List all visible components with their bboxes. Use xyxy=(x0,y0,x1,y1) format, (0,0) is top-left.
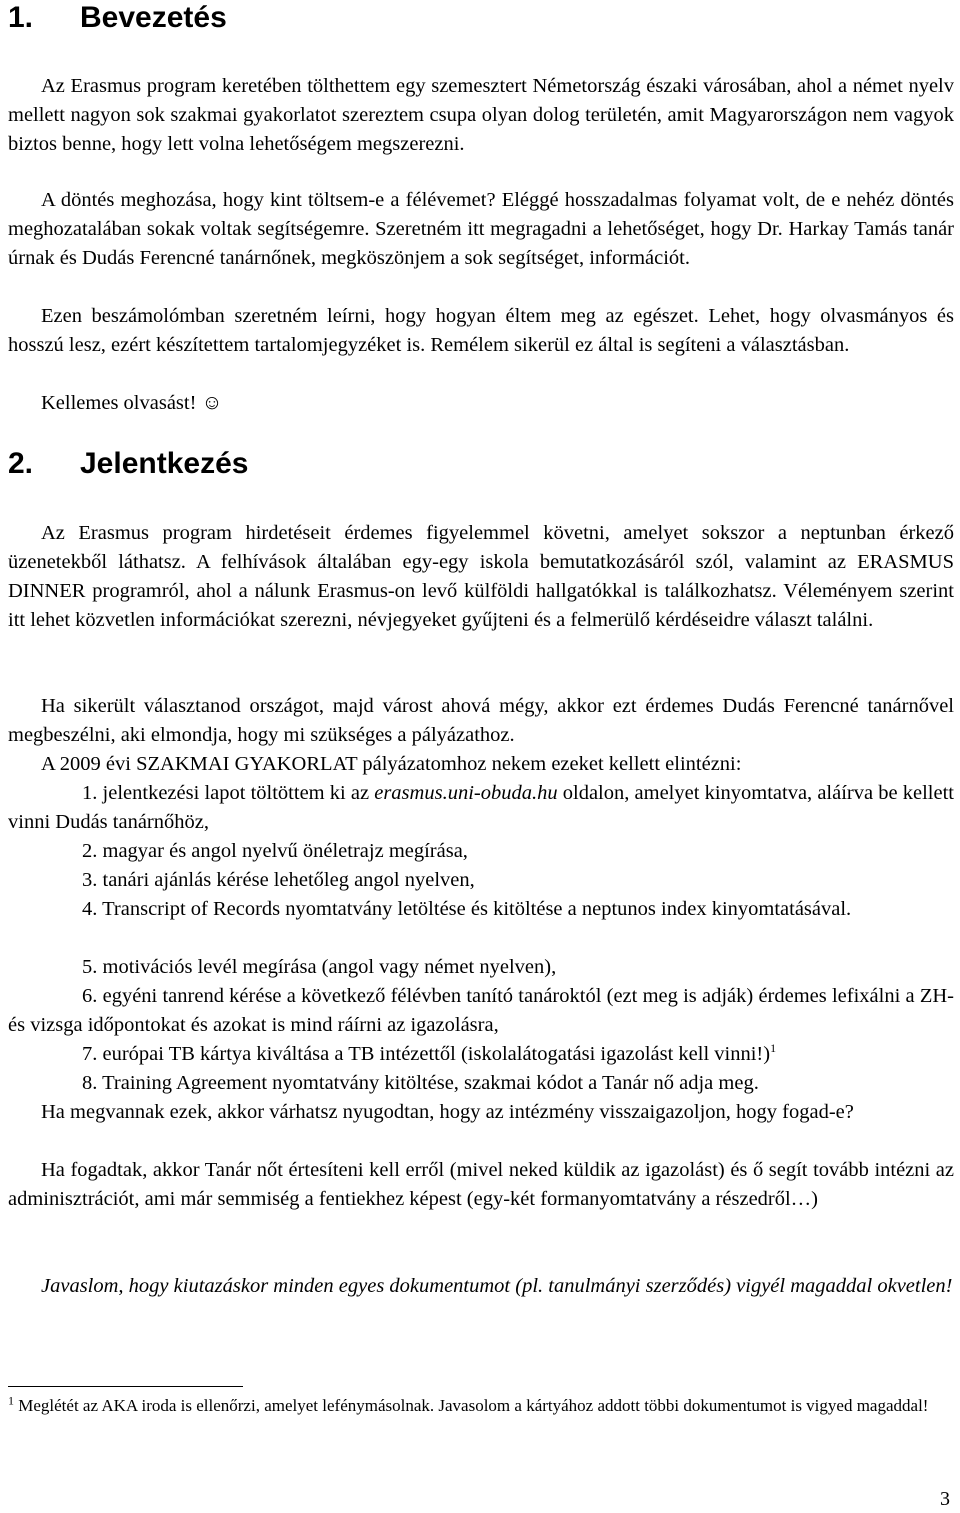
heading-bevezetes xyxy=(8,1,227,35)
website-link[interactable]: erasmus.uni-obuda.hu xyxy=(374,782,558,804)
list-item-text: 7. európai TB kártya kiváltása a TB intézettől (iskolalátogatási igazolást kell vinni!) xyxy=(82,1043,771,1065)
list-item-text: 1. jelentkezési lapot töltöttem ki az xyxy=(82,782,375,804)
heading-number: 1. xyxy=(8,1,34,34)
list-item xyxy=(8,1040,954,1069)
footnote xyxy=(8,1394,958,1418)
footnote-reference: 1 xyxy=(770,1041,777,1056)
paragraph: Kellemes olvasást! ☺ xyxy=(41,392,223,414)
footnote-separator xyxy=(8,1386,243,1387)
paragraph: Az Erasmus program keretében tölthettem egy szemesztert Németország északi városában, ahol a német nyelv mellett nagyon sok szakmai gyakorlatot szereztem csupa olyan dolog területén, amit Magyarországon nem vagyok biztos benne, hogy lett volna lehetőségem megszerezni. xyxy=(8,75,954,155)
heading-title: Bevezetés xyxy=(80,1,227,34)
heading-jelentkezes xyxy=(8,447,248,481)
paragraph: Ezen beszámolómban szeretném leírni, hogy hogyan éltem meg az egészet. Lehet, hogy olvasmányos és hosszú lesz, ezért készítettem tartalomjegyzéket is. Remélem sikerül ez által is segíteni a választásban. xyxy=(8,305,954,356)
list-item xyxy=(8,779,954,837)
paragraph: Ha sikerült választanod országot, majd várost ahová mégy, akkor ezt érdemes Dudás Ferencné tanárnővel megbeszélni, aki elmondja, hogy mi szükséges a pályázathoz. xyxy=(8,695,954,746)
list-item: 5. motivációs levél megírása (angol vagy német nyelven), xyxy=(82,956,557,978)
list-item: 3. tanári ajánlás kérése lehetőleg angol nyelven, xyxy=(82,869,475,891)
list-item: 2. magyar és angol nyelvű önéletrajz megírása, xyxy=(82,840,468,862)
paragraph: Ha megvannak ezek, akkor várhatsz nyugodtan, hogy az intézmény visszaigazoljon, hogy fogad-e? xyxy=(41,1101,854,1123)
list-item: 6. egyéni tanrend kérése a következő félévben tanító tanároktól (ezt meg is adják) érdemes lefixálni a ZH- és vizsga időpontokat és azokat is mind ráírni az igazolásra, xyxy=(8,985,954,1036)
paragraph-italic: Javaslom, hogy kiutazáskor minden egyes dokumentumot (pl. tanulmányi szerződés) vigyél magaddal okvetlen! xyxy=(41,1275,953,1297)
heading-title: Jelentkezés xyxy=(80,447,249,480)
page-number: 3 xyxy=(940,1488,950,1510)
list-item-text: oldalon, amelyet kinyomtatva, aláírva be kellett vinni Dudás tanárnőhöz, xyxy=(8,782,954,833)
paragraph: A döntés meghozása, hogy kint töltsem-e a félévemet? Eléggé hosszadalmas folyamat volt, de e nehéz döntés meghozatalában sokak voltak segítségemre. Szeretném itt megragadni a lehetőséget, hogy Dr. Harkay Tamás tanár úrnak és Dudás Ferencné tanárnőnek, megköszönjem a sok segítséget, információt. xyxy=(8,189,954,269)
heading-number: 2. xyxy=(8,447,34,480)
list-item: 4. Transcript of Records nyomtatvány letöltése és kitöltése a neptunos index kinyomtatásával. xyxy=(82,898,852,920)
paragraph: Az Erasmus program hirdetéseit érdemes figyelemmel követni, amelyet sokszor a neptunban érkező üzenetekből láthatsz. A felhívások általában egy-egy iskola bemutatkozásáról szól, valamint az ERASMUS DINNER programról, ahol a nálunk Erasmus-on levő külföldi hallgatókkal is találkozhatsz. Véleményem szerint itt lehet közvetlen információkat szerezni, névjegyeket gyűjteni és a felmerülő kérdéseidre választ találni. xyxy=(8,522,954,631)
footnote-text: Meglétét az AKA iroda is ellenőrzi, amelyet lefénymásolnak. Javasolom a kártyához addott többi dokumentumot is vigyed magaddal! xyxy=(14,1396,929,1415)
paragraph: A 2009 évi SZAKMAI GYAKORLAT pályázatomhoz nekem ezeket kellett elintézni: xyxy=(41,753,742,775)
footnote-marker: 1 xyxy=(8,1393,14,1408)
paragraph: Ha fogadtak, akkor Tanár nőt értesíteni kell erről (mivel neked küldik az igazolást) és ő segít tovább intézni az adminisztrációt, ami már semmiség a fentiekhez képest (egy-két formanyomtatvány a részedről…) xyxy=(8,1159,954,1210)
list-item: 8. Training Agreement nyomtatvány kitöltése, szakmai kódot a Tanár nő adja meg. xyxy=(82,1072,759,1094)
